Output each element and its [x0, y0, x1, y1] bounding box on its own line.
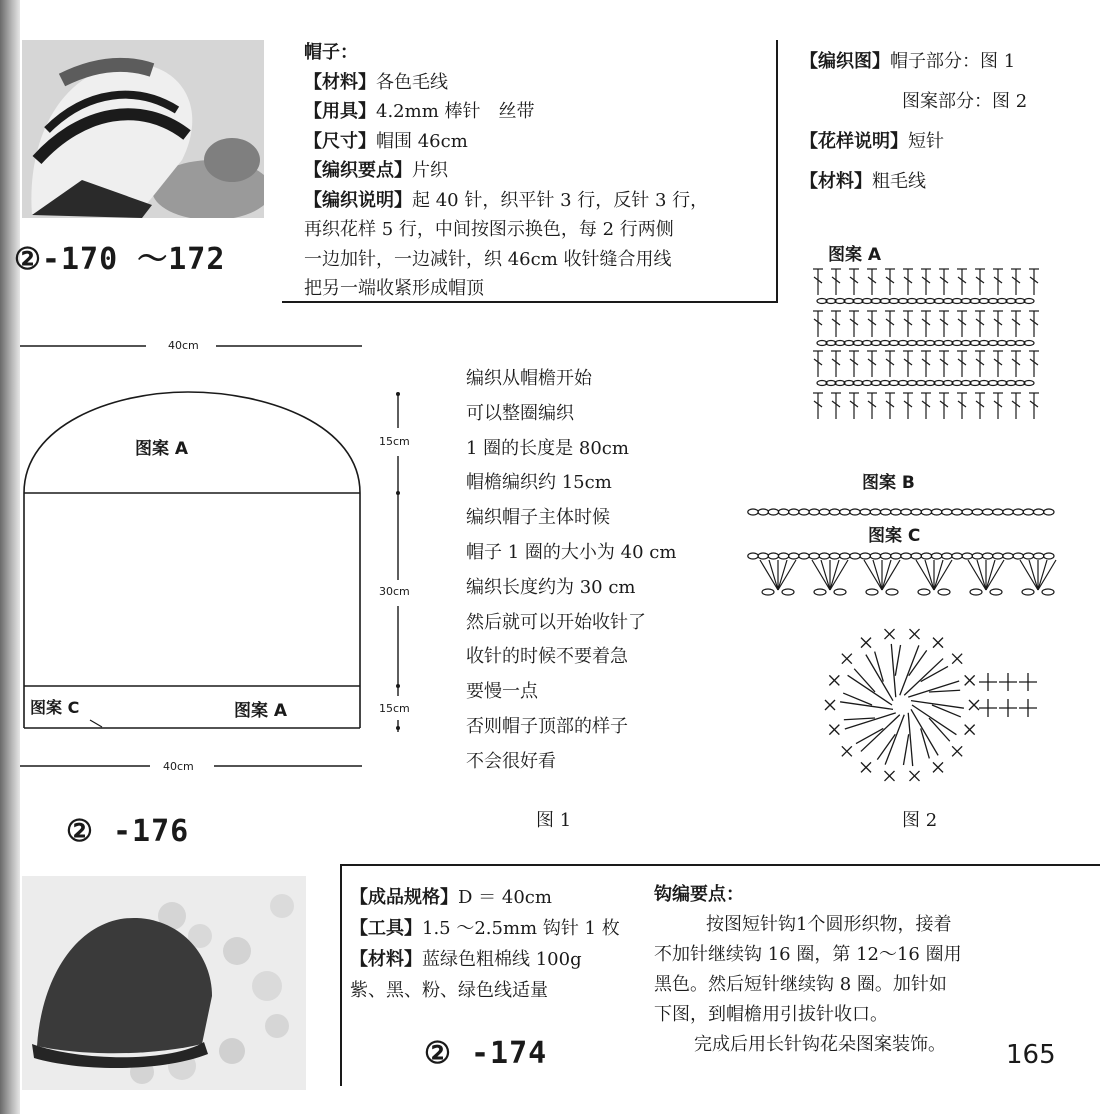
project-code-170-172: ②-170 ～172 — [14, 242, 226, 277]
chain-stitch — [1003, 509, 1013, 515]
band-pattern-c-label: 图案 C — [30, 698, 80, 717]
pattern-label: 【花样说明】 — [800, 131, 908, 152]
shell-stitch — [864, 560, 882, 590]
chain-stitch — [1022, 589, 1034, 595]
shell-stitch — [968, 560, 986, 590]
chain-stitch — [921, 553, 931, 559]
project-174-points — [654, 880, 962, 1060]
spiral-stitch — [900, 645, 919, 695]
material-row-2: 紫、黑、粉、绿色线适量 — [350, 980, 548, 1001]
size-value: 帽围 46cm — [376, 130, 468, 152]
instructions-label: 【编织说明】 — [304, 189, 412, 211]
height-dim-tick — [396, 491, 400, 495]
chain-stitch — [880, 509, 890, 515]
chain-stitch — [799, 553, 809, 559]
spiral-stitch — [854, 669, 875, 692]
points-line: 下图，到帽檐用引拔针收口。 — [654, 1004, 888, 1025]
note-line: 然后就可以开始收针了 — [466, 611, 646, 633]
chain-stitch — [768, 509, 778, 515]
figure2-caption: 图 2 — [902, 810, 938, 831]
points-line: 不加针继续钩 16 圈，第 12～16 圈用 — [654, 944, 962, 965]
note-line: 帽子 1 圈的大小为 40 cm — [466, 541, 677, 563]
chain-stitch — [870, 509, 880, 515]
tools-value: 4.2mm 棒针 丝带 — [376, 101, 535, 122]
diagram-value-2: 图案部分：图 2 — [902, 91, 1028, 112]
points-title: 钩编要点： — [654, 884, 744, 905]
book-spine-shadow — [0, 0, 20, 1114]
note-line: 编织长度约为 30 cm — [466, 576, 636, 598]
chain-stitch — [1013, 509, 1023, 515]
chain-stitch — [789, 553, 799, 559]
top-box-right-rule — [776, 40, 778, 303]
material-value: 粗毛线 — [872, 171, 926, 192]
points-value: 片织 — [412, 160, 448, 181]
shell-stitch — [778, 560, 787, 590]
chain-stitch — [891, 509, 901, 515]
chain-stitch — [840, 509, 850, 515]
spiral-stitch — [904, 659, 943, 696]
stitch-chart-c — [748, 550, 1058, 600]
spiral-stitch — [908, 713, 912, 766]
points-row — [304, 156, 708, 186]
chain-stitch — [918, 589, 930, 595]
bottom-box-top-rule — [340, 864, 1100, 866]
points-line: 按图短针钩1个圆形织物，接着 — [706, 914, 952, 935]
chain-stitch — [860, 553, 870, 559]
stitch-chart-c-label: 图案 C — [868, 526, 921, 546]
instructions-line: 一边加针，一边减针，织 46cm 收针缝合用线 — [304, 248, 672, 270]
instructions-row — [304, 186, 708, 216]
spiral-stitch — [885, 715, 904, 765]
instructions-line: 把另一端收紧形成帽顶 — [304, 278, 484, 299]
shell-stitch — [986, 560, 995, 590]
size-row — [304, 127, 708, 157]
chain-stitch — [891, 553, 901, 559]
note-line: 可以整圈编织 — [466, 402, 574, 424]
spiral-stitch — [912, 705, 956, 735]
hat-title: 帽子： — [304, 42, 358, 63]
height-dim-tick — [396, 684, 400, 688]
chain-stitch — [1003, 553, 1013, 559]
project-code-176: ② -176 — [66, 814, 190, 849]
chain-stitch — [942, 553, 952, 559]
stitch-chart-a-label: 图案 A — [828, 245, 882, 265]
crown-outline — [24, 392, 360, 493]
material-row — [350, 944, 620, 975]
chain-stitch — [1044, 553, 1054, 559]
chain-stitch — [982, 553, 992, 559]
diagram-label: 【编织图】 — [800, 51, 890, 72]
chain-stitch — [758, 553, 768, 559]
bottom-box-left-rule — [340, 864, 342, 1086]
shell-stitch — [1020, 560, 1038, 590]
chain-stitch — [850, 553, 860, 559]
chain-stitch — [972, 509, 982, 515]
chain-stitch — [911, 509, 921, 515]
chain-stitch — [850, 509, 860, 515]
shell-stitch — [882, 560, 891, 590]
chain-stitch — [860, 509, 870, 515]
note-line: 不会很好看 — [466, 750, 556, 772]
note-line: 否则帽子顶部的样子 — [466, 715, 628, 737]
project-170-info — [304, 38, 708, 304]
chain-stitch — [789, 509, 799, 515]
shell-stitch — [934, 560, 943, 590]
chain-stitch — [901, 509, 911, 515]
chain-stitch — [778, 553, 788, 559]
chain-stitch — [819, 553, 829, 559]
shell-stitch — [1038, 560, 1056, 590]
spiral-stitch — [929, 690, 960, 692]
chain-stitch — [814, 589, 826, 595]
height-dim-tick — [396, 726, 400, 730]
shell-stitch — [821, 560, 830, 590]
chain-stitch — [748, 509, 758, 515]
chain-stitch — [982, 509, 992, 515]
chain-stitch — [880, 553, 890, 559]
height-label-middle: 30cm — [379, 585, 410, 598]
instructions-line: 再织花样 5 行，中间按图示换色，每 2 行两侧 — [304, 219, 674, 240]
chain-stitch — [952, 553, 962, 559]
tools-row — [350, 913, 620, 944]
figure1-caption: 图 1 — [536, 810, 572, 831]
legend-right — [800, 42, 1027, 202]
chain-stitch — [829, 553, 839, 559]
hat-photo-170 — [22, 40, 264, 218]
chain-stitch — [809, 553, 819, 559]
spiral-stitch — [856, 728, 883, 743]
chain-stitch — [870, 553, 880, 559]
spiral-stitch — [895, 645, 900, 676]
bottom-width-label: 40cm — [163, 760, 194, 773]
chain-stitch — [758, 509, 768, 515]
height-label-bottom: 15cm — [379, 702, 410, 715]
chain-stitch — [1044, 509, 1054, 515]
band-pattern-a-label: 图案 A — [234, 701, 288, 721]
chain-stitch — [834, 589, 846, 595]
height-dim-tick — [396, 392, 400, 396]
chain-stitch — [819, 509, 829, 515]
shell-stitch — [873, 560, 882, 590]
shell-stitch — [830, 560, 848, 590]
tools-value: 1.5 ～2.5mm 钩针 1 枚 — [422, 918, 620, 939]
spiral-stitch — [929, 718, 950, 741]
spiral-stitch — [861, 715, 900, 752]
points-label: 【编织要点】 — [304, 160, 412, 181]
diagram-value-1: 帽子部分：图 1 — [890, 51, 1016, 72]
chain-stitch — [938, 589, 950, 595]
chain-stitch — [778, 509, 788, 515]
chain-stitch — [1013, 553, 1023, 559]
points-line: 黑色。然后短针继续钩 8 圈。加针如 — [654, 974, 947, 995]
chain-stitch — [1042, 589, 1054, 595]
chain-stitch — [993, 553, 1003, 559]
stitch-chart-b — [748, 506, 1058, 518]
shell-stitch — [1029, 560, 1038, 590]
tools-label: 【用具】 — [304, 101, 376, 122]
material-label: 【材料】 — [800, 171, 872, 192]
note-line: 帽檐编织约 15cm — [466, 472, 612, 494]
chain-stitch — [993, 509, 1003, 515]
shell-stitch — [830, 560, 839, 590]
note-line: 要慢一点 — [466, 681, 538, 703]
note-line: 编织帽子主体时候 — [466, 507, 610, 529]
pattern-c-pointer — [90, 720, 102, 727]
chain-stitch — [911, 553, 921, 559]
instructions-line: 起 40 针，织平针 3 行，反针 3 行， — [412, 189, 709, 211]
material-label: 【材料】 — [304, 71, 376, 93]
note-line: 收针的时候不要着急 — [466, 646, 628, 668]
shell-stitch — [977, 560, 986, 590]
points-line: 完成后用长针钩花朵图案装饰。 — [694, 1034, 946, 1055]
chain-stitch — [901, 553, 911, 559]
diagram-row-2 — [800, 82, 1027, 122]
pattern-row — [800, 122, 1027, 162]
stitch-chart-round — [812, 620, 1042, 790]
chain-stitch — [931, 553, 941, 559]
chain-stitch — [962, 553, 972, 559]
stitch-chart-b-label: 图案 B — [862, 473, 915, 493]
chain-stitch — [886, 589, 898, 595]
chain-stitch — [762, 589, 774, 595]
spec-label: 【成品规格】 — [350, 887, 458, 908]
note-line: 1 圈的长度是 80cm — [466, 437, 629, 459]
hat-photo-174 — [22, 876, 306, 1090]
chain-stitch — [782, 589, 794, 595]
page-number: 165 — [1006, 1040, 1056, 1070]
notes-block — [466, 362, 676, 780]
material-row — [800, 162, 1027, 202]
height-label-top: 15cm — [379, 435, 410, 448]
project-code-174: ② -174 — [424, 1036, 548, 1071]
material-row — [304, 68, 708, 98]
tools-label: 【工具】 — [350, 918, 422, 939]
material-label: 【材料】 — [350, 949, 422, 970]
chain-stitch — [972, 553, 982, 559]
spiral-stitch — [866, 655, 893, 701]
spiral-stitch — [891, 644, 895, 697]
spiral-stitch — [844, 718, 875, 720]
spiral-stitch — [921, 666, 948, 681]
material-value: 各色毛线 — [376, 71, 448, 93]
chain-stitch — [799, 509, 809, 515]
spiral-stitch — [911, 709, 938, 755]
shell-stitch — [1038, 560, 1047, 590]
chain-stitch — [990, 589, 1002, 595]
top-box-bottom-rule — [282, 301, 778, 303]
shell-stitch — [916, 560, 934, 590]
shell-stitch — [760, 560, 778, 590]
chain-stitch — [1023, 509, 1033, 515]
chain-stitch — [829, 509, 839, 515]
shell-stitch — [986, 560, 1004, 590]
chain-stitch — [1033, 509, 1043, 515]
size-label: 【尺寸】 — [304, 130, 376, 152]
crown-pattern-label: 图案 A — [135, 439, 189, 459]
diagram-row — [800, 42, 1027, 82]
chain-stitch — [809, 509, 819, 515]
chain-stitch — [1023, 553, 1033, 559]
shell-stitch — [934, 560, 952, 590]
pattern-value: 短针 — [908, 131, 944, 152]
chain-stitch — [970, 589, 982, 595]
note-line: 编织从帽檐开始 — [466, 368, 592, 389]
shell-stitch — [778, 560, 796, 590]
chain-stitch — [921, 509, 931, 515]
project-174-info — [350, 882, 620, 1006]
top-width-label: 40cm — [168, 339, 199, 352]
chain-stitch — [840, 553, 850, 559]
spiral-stitch — [903, 734, 908, 765]
shell-stitch — [925, 560, 934, 590]
chain-stitch — [952, 509, 962, 515]
tools-row — [304, 97, 708, 127]
chain-stitch — [931, 509, 941, 515]
stitch-chart-a — [812, 265, 1052, 435]
chain-stitch — [748, 553, 758, 559]
spec-row — [350, 882, 620, 913]
figure1-schematic — [18, 330, 438, 780]
chain-stitch — [866, 589, 878, 595]
shell-stitch — [769, 560, 778, 590]
shell-stitch — [882, 560, 900, 590]
spiral-stitch — [909, 650, 927, 675]
chain-stitch — [768, 553, 778, 559]
chain-stitch — [962, 509, 972, 515]
chain-stitch — [1033, 553, 1043, 559]
spiral-stitch — [877, 734, 895, 759]
material-value: 蓝绿色粗棉线 100g — [422, 949, 582, 970]
shell-stitch — [812, 560, 830, 590]
spec-value: D ＝ 40cm — [458, 887, 552, 908]
spiral-stitch — [848, 675, 892, 705]
chain-stitch — [942, 509, 952, 515]
